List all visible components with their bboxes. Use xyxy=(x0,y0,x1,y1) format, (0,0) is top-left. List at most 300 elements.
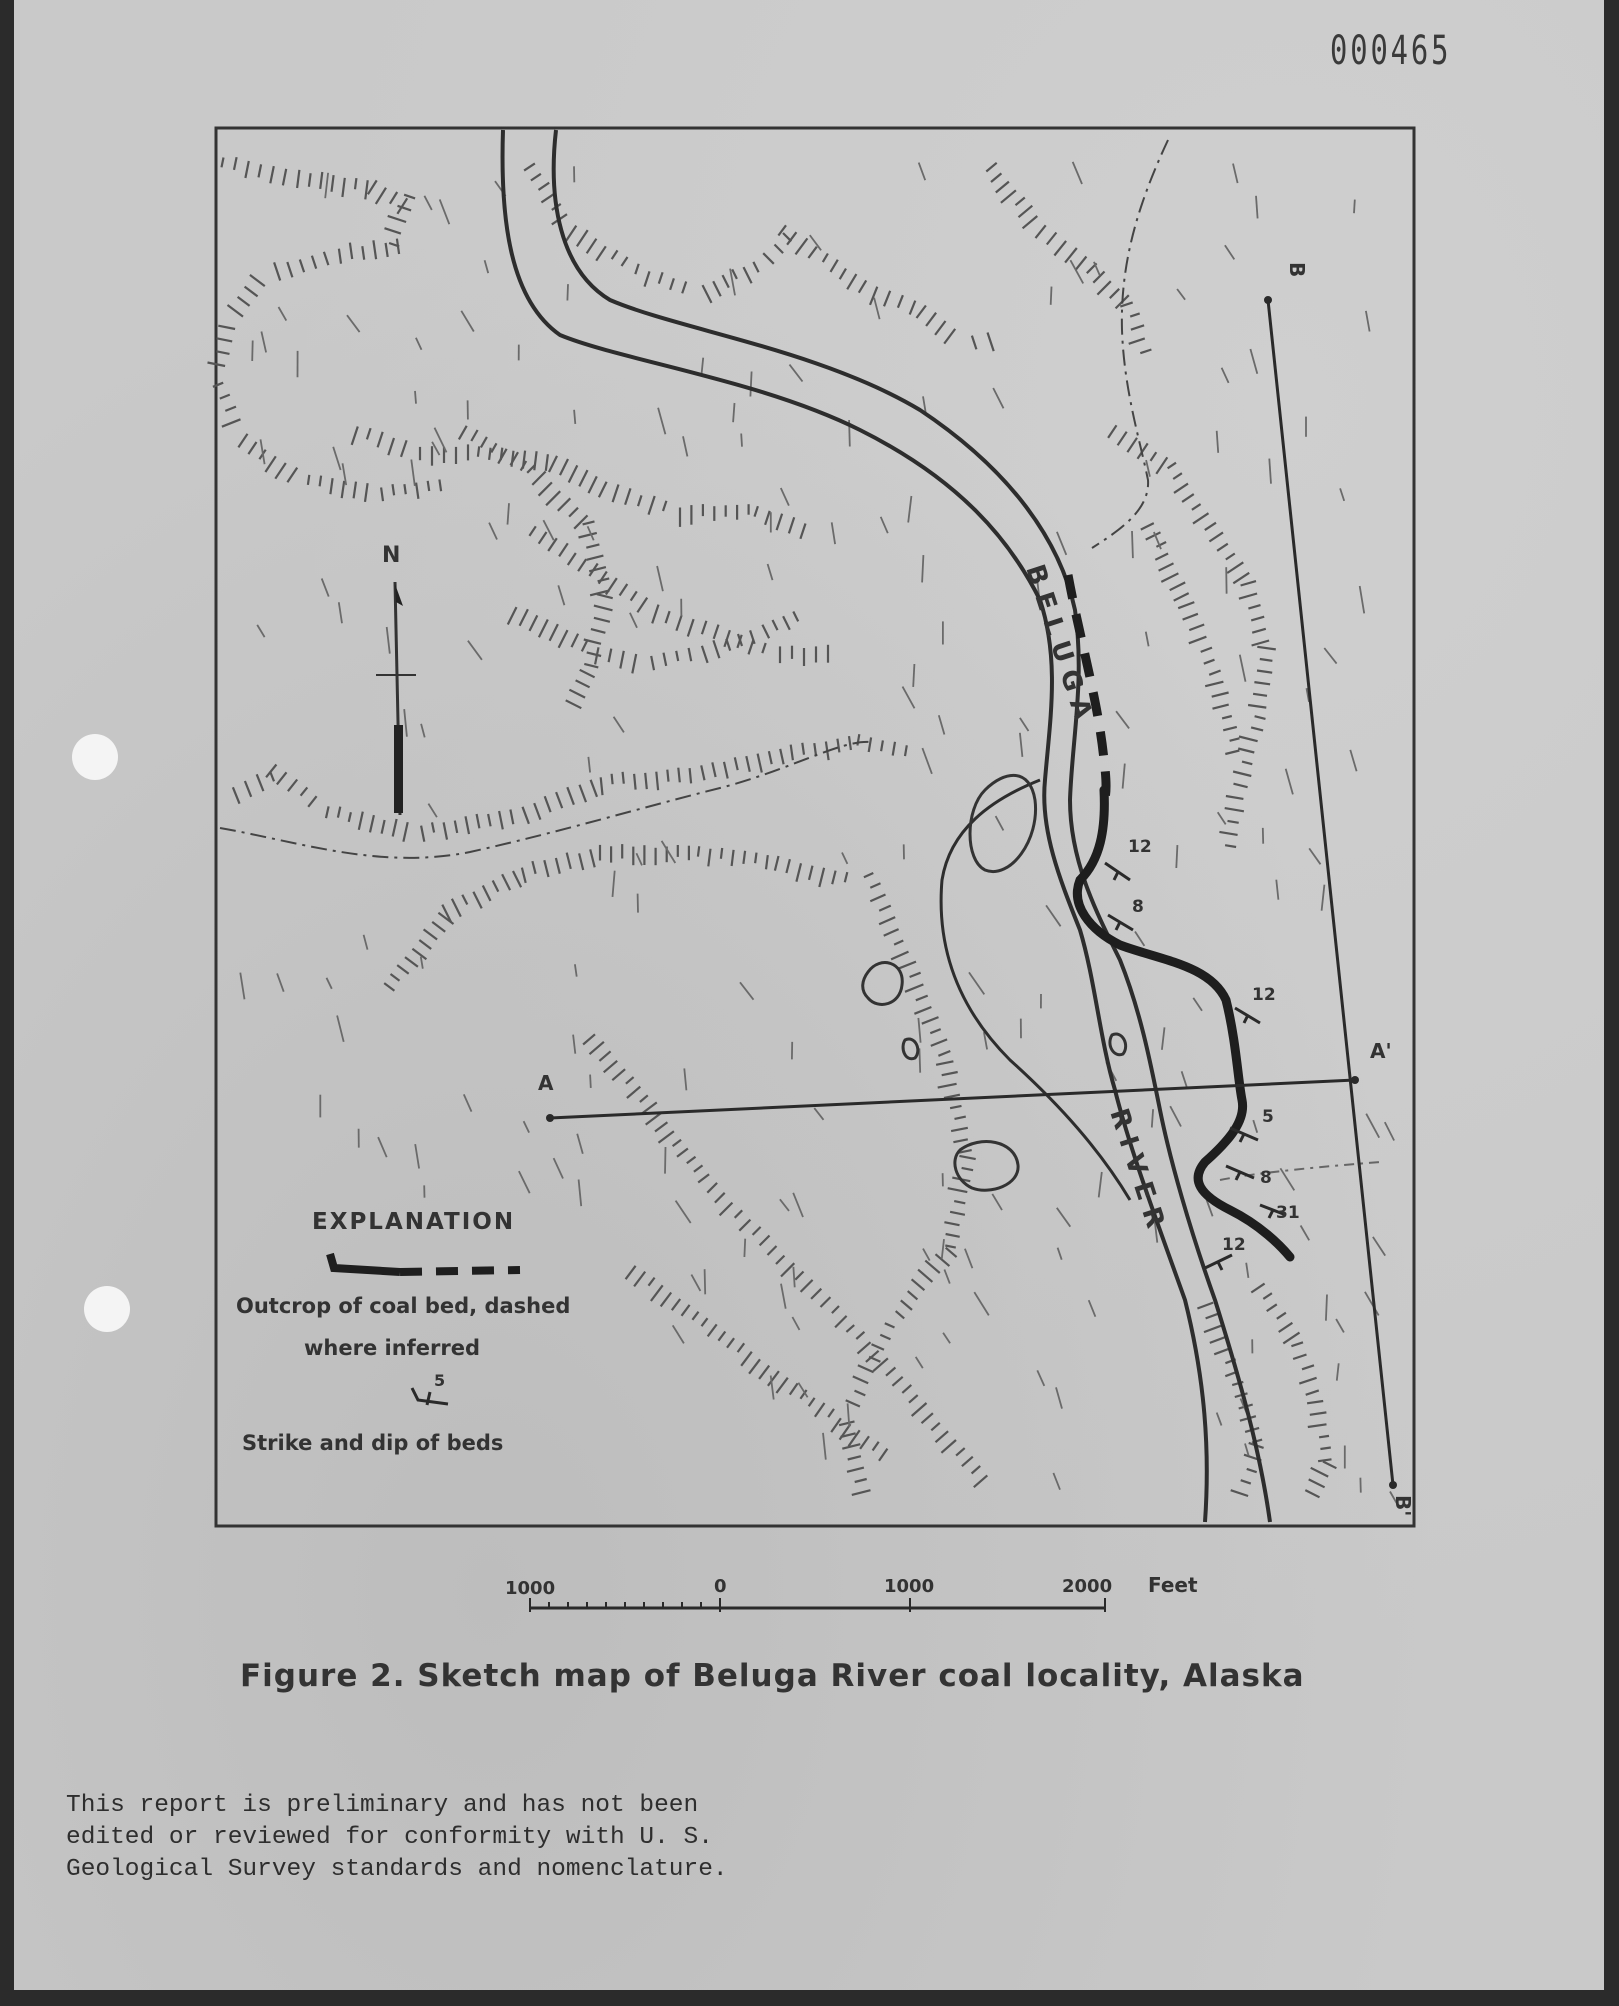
hachure-mark xyxy=(880,1335,890,1340)
hachure-mark xyxy=(870,287,877,305)
hachure-mark xyxy=(1263,1293,1272,1299)
hachure-mark xyxy=(912,1403,927,1416)
slope-stroke xyxy=(614,717,624,733)
legend-title: EXPLANATION xyxy=(312,1209,516,1235)
hachure-mark xyxy=(556,858,560,874)
hachure-mark xyxy=(599,572,607,584)
hachure-mark xyxy=(935,321,945,335)
hachure-mark xyxy=(677,1149,688,1157)
hachure-mark xyxy=(1299,1378,1316,1384)
hachure-mark xyxy=(869,737,871,752)
hachure-mark xyxy=(324,252,329,265)
slope-stroke xyxy=(1385,1122,1394,1140)
hachure-mark xyxy=(1170,582,1186,590)
slope-stroke xyxy=(416,338,422,350)
hachure-mark xyxy=(775,856,779,871)
hachure-mark xyxy=(1241,1480,1251,1483)
slope-stroke xyxy=(322,579,329,597)
hachure-mark xyxy=(388,438,394,455)
hachure-mark xyxy=(860,1436,869,1449)
slope-stroke xyxy=(740,982,754,999)
hachure-mark xyxy=(556,792,562,808)
slope-stroke xyxy=(1056,1387,1062,1408)
hachure-mark xyxy=(1239,594,1257,599)
slope-stroke xyxy=(1286,769,1293,795)
hachure-mark xyxy=(881,740,883,751)
hachure-mark xyxy=(597,594,613,598)
slope-stroke xyxy=(421,724,425,738)
slope-stroke xyxy=(780,1199,789,1211)
hachure-mark xyxy=(1076,257,1087,270)
hachure-mark xyxy=(884,929,899,936)
hachure-mark xyxy=(931,1423,940,1431)
hachure-mark xyxy=(689,648,692,661)
hachure-mark xyxy=(1225,751,1239,755)
hachure-mark xyxy=(1140,350,1151,354)
section-label-b-prime: B' xyxy=(1391,1495,1415,1517)
hachure-mark xyxy=(1233,573,1249,584)
section-label-b: B xyxy=(1285,262,1309,278)
slope-stroke xyxy=(508,503,510,524)
hachure-mark xyxy=(539,482,552,495)
hachure-mark xyxy=(419,940,431,949)
hachure-mark xyxy=(546,454,548,471)
hachure-mark xyxy=(421,826,424,842)
hachure-mark xyxy=(1234,784,1248,788)
hachure-mark xyxy=(1309,1479,1325,1487)
hachure-mark xyxy=(566,226,577,242)
hachure-mark xyxy=(432,922,445,932)
slope-stroke xyxy=(673,1325,684,1343)
hachure-mark xyxy=(354,482,356,499)
hachure-mark xyxy=(568,553,576,565)
hachure-mark xyxy=(1255,716,1266,719)
slope-stroke xyxy=(691,1275,700,1291)
hachure-mark xyxy=(762,625,769,639)
hachure-mark xyxy=(746,756,750,772)
hachure-mark xyxy=(586,544,599,547)
slope-stroke xyxy=(1253,1120,1257,1133)
hachure-mark xyxy=(849,736,851,750)
river-label-river: RIVER xyxy=(1103,1104,1173,1241)
hachure-mark xyxy=(741,1352,752,1366)
hachure-mark xyxy=(858,1365,874,1372)
hachure-mark xyxy=(743,851,745,864)
slope-stroke xyxy=(793,1267,794,1288)
hachure-mark xyxy=(667,770,668,782)
hachure-mark xyxy=(613,485,619,503)
hachure-mark xyxy=(1001,190,1016,203)
hachure-mark xyxy=(384,983,394,991)
hachure-mark xyxy=(796,238,808,254)
hachure-mark xyxy=(1305,1490,1319,1497)
hachure-mark xyxy=(955,1117,966,1119)
slope-stroke xyxy=(1152,1109,1153,1127)
hachure-mark xyxy=(659,272,663,283)
hachure-mark xyxy=(397,239,399,254)
hachure-mark xyxy=(1156,457,1167,474)
hachure-mark xyxy=(569,690,585,698)
hachure-mark xyxy=(1155,554,1168,560)
hachure-mark xyxy=(350,243,352,259)
slope-stroke xyxy=(944,1270,949,1284)
hachure-mark xyxy=(572,634,579,647)
hachure-mark xyxy=(708,1324,717,1336)
slope-stroke xyxy=(1089,1300,1096,1317)
scale-label: 0 xyxy=(714,1576,727,1597)
hachure-mark xyxy=(991,173,1001,182)
hachure-mark xyxy=(925,1261,940,1273)
disclaimer-line: Geological Survey standards and nomenclature. xyxy=(66,1856,728,1883)
hachure-mark xyxy=(735,757,738,770)
hachure-mark xyxy=(735,1210,743,1218)
slope-stroke xyxy=(432,442,439,455)
slope-stroke xyxy=(339,602,342,623)
hachure-mark xyxy=(712,762,715,777)
slope-stroke xyxy=(240,973,244,1000)
hachure-mark xyxy=(936,1431,949,1442)
slope-stroke xyxy=(364,935,368,950)
hachure-mark xyxy=(622,257,628,266)
hachure-mark xyxy=(1129,338,1145,343)
slope-stroke xyxy=(252,341,253,362)
slope-stroke xyxy=(421,957,423,969)
section-endpoint xyxy=(546,1114,554,1122)
hachure-mark xyxy=(339,249,341,264)
hachure-mark xyxy=(625,488,630,504)
hachure-mark xyxy=(721,848,722,859)
hachure-mark xyxy=(1226,796,1244,799)
hachure-mark xyxy=(790,1383,798,1394)
hachure-mark xyxy=(559,630,568,648)
hachure-mark xyxy=(530,615,538,631)
hachure-mark xyxy=(870,883,880,888)
hachure-mark xyxy=(930,1029,940,1033)
hachure-mark xyxy=(549,456,557,472)
slope-stroke xyxy=(261,332,266,353)
hachure-mark xyxy=(986,163,996,172)
hachure-mark xyxy=(651,656,654,670)
hachure-mark xyxy=(381,488,383,502)
hachure-mark xyxy=(275,463,286,479)
slope-stroke xyxy=(543,520,553,540)
hachure-mark xyxy=(428,481,430,491)
hachure-mark xyxy=(508,607,517,624)
hachure-mark xyxy=(1253,694,1267,696)
hachure-mark xyxy=(539,532,547,544)
slope-stroke xyxy=(793,1193,803,1217)
slope-stroke xyxy=(658,408,665,434)
hachure-mark xyxy=(1306,1390,1319,1394)
slope-stroke xyxy=(842,853,847,864)
slope-stroke xyxy=(524,1121,530,1132)
hachure-mark xyxy=(760,1236,770,1246)
hachure-mark xyxy=(370,815,374,832)
hachure-mark xyxy=(1222,716,1232,718)
hachure-mark xyxy=(959,1156,975,1159)
hachure-mark xyxy=(367,428,371,439)
hachure-mark xyxy=(847,1468,864,1472)
hachure-mark xyxy=(257,774,264,791)
slope-stroke xyxy=(684,1068,686,1090)
slope-stroke xyxy=(630,613,637,628)
slope-stroke xyxy=(993,388,1003,408)
hachure-mark xyxy=(558,498,571,511)
slope-stroke xyxy=(916,1357,923,1368)
hachure-mark xyxy=(758,754,762,773)
slope-stroke xyxy=(814,1108,823,1120)
hachure-mark xyxy=(513,871,521,887)
hachure-mark xyxy=(651,1285,663,1301)
slope-stroke xyxy=(1256,196,1258,219)
hachure-mark xyxy=(545,796,551,812)
scale-unit: Feet xyxy=(1148,1573,1198,1597)
slope-stroke xyxy=(992,1194,1002,1210)
hachure-mark xyxy=(776,1378,787,1393)
hachure-mark xyxy=(1228,821,1239,823)
hachure-mark xyxy=(1323,1462,1336,1469)
hachure-mark xyxy=(732,269,737,279)
hachure-mark xyxy=(931,1039,947,1046)
hachure-mark xyxy=(1178,602,1194,608)
hachure-mark xyxy=(846,1325,854,1332)
hachure-mark xyxy=(702,1318,708,1326)
slope-stroke xyxy=(918,1018,920,1043)
slope-stroke xyxy=(468,641,482,660)
disclaimer xyxy=(66,1790,966,1886)
strike-dip-symbols xyxy=(1105,863,1286,1270)
hachure-mark xyxy=(228,305,244,317)
slope-stroke xyxy=(705,1269,706,1294)
slope-stroke xyxy=(387,627,390,654)
hachure-mark xyxy=(632,654,636,673)
hachure-mark xyxy=(297,170,299,188)
hachure-mark xyxy=(708,849,710,867)
hachure-mark xyxy=(488,814,491,826)
hachure-mark xyxy=(1118,432,1127,446)
slope-stroke xyxy=(657,566,663,591)
slope-stroke xyxy=(781,488,789,506)
hachure-mark xyxy=(666,611,670,623)
hachure-mark xyxy=(301,787,308,795)
hachure-mark xyxy=(713,281,721,296)
slope-stroke xyxy=(567,284,568,300)
hachure-mark xyxy=(1130,313,1140,316)
slope-stroke xyxy=(874,298,880,320)
slope-stroke xyxy=(1246,1263,1248,1278)
hachure-mark xyxy=(951,1128,968,1131)
hachure-mark xyxy=(444,822,447,839)
hachure-mark xyxy=(401,440,407,457)
slope-stroke xyxy=(1116,711,1129,728)
hachure-mark xyxy=(382,820,385,834)
slope-stroke xyxy=(325,173,328,198)
hachure-mark xyxy=(896,1311,905,1318)
slope-stroke xyxy=(257,625,264,637)
slope-stroke xyxy=(665,1147,666,1174)
hachure-mark xyxy=(1233,772,1251,777)
slope-stroke xyxy=(1233,164,1238,184)
section-endpoint xyxy=(1389,1481,1397,1489)
hachure-mark xyxy=(845,872,848,882)
slope-stroke xyxy=(1146,632,1149,647)
hachure-mark xyxy=(308,475,309,485)
hachure-mark xyxy=(529,526,535,536)
hachure-mark xyxy=(910,973,921,977)
hachure-mark xyxy=(1248,705,1266,708)
hachure-mark xyxy=(579,853,583,870)
hachure-mark xyxy=(473,892,481,909)
slope-stroke xyxy=(1053,1473,1060,1490)
slope-stroke xyxy=(943,1333,950,1344)
hachure-mark xyxy=(512,451,514,467)
hachure-mark xyxy=(534,803,540,820)
hachure-mark xyxy=(1214,1348,1230,1354)
hachure-mark xyxy=(1219,832,1237,835)
hachure-mark xyxy=(567,787,574,805)
hachure-mark xyxy=(698,1174,709,1182)
hachure-mark xyxy=(627,1087,640,1098)
hachure-mark xyxy=(566,700,582,708)
hachure-mark xyxy=(1242,762,1252,765)
hachure-mark xyxy=(590,849,595,867)
slope-stroke xyxy=(1073,162,1082,184)
slope-stroke xyxy=(1336,1319,1344,1332)
legend-coal-dashed xyxy=(400,1270,520,1272)
slope-stroke xyxy=(1217,431,1219,453)
hachure-mark xyxy=(391,974,400,981)
hachure-mark xyxy=(532,861,535,874)
dip-value: 8 xyxy=(1132,897,1144,917)
slope-stroke xyxy=(969,972,984,994)
hachure-mark xyxy=(1097,281,1110,294)
pond xyxy=(863,963,903,1005)
hachure-mark xyxy=(359,812,363,830)
dip-value: 12 xyxy=(1128,837,1152,857)
hachure-mark xyxy=(840,269,846,280)
hachure-mark xyxy=(378,432,383,447)
hachure-mark xyxy=(972,336,977,350)
hachure-mark xyxy=(1310,1412,1327,1414)
hachure-mark xyxy=(287,468,297,483)
hachure-mark xyxy=(416,483,418,499)
slope-stroke xyxy=(965,1249,973,1269)
hachure-mark xyxy=(483,886,491,901)
hachure-mark xyxy=(1161,573,1178,582)
hachure-mark xyxy=(720,1203,733,1216)
hachure-mark xyxy=(534,451,536,470)
scale-label: 1000 xyxy=(505,1578,556,1599)
hachure-mark xyxy=(1213,705,1229,709)
slope-stroke xyxy=(1373,1237,1385,1256)
hachure-mark xyxy=(524,163,535,170)
slope-stroke xyxy=(327,978,332,989)
hachure-mark xyxy=(839,1421,854,1425)
hachure-mark xyxy=(765,511,770,525)
slope-stroke xyxy=(1170,1106,1181,1126)
slope-stroke xyxy=(1218,812,1226,824)
slope-stroke xyxy=(1324,648,1336,664)
slope-stroke xyxy=(1176,845,1177,868)
hachure-mark xyxy=(342,481,345,498)
hachure-mark xyxy=(390,192,397,204)
hachure-mark xyxy=(768,1246,777,1255)
hachure-mark xyxy=(941,1440,956,1453)
slope-stroke xyxy=(1058,1248,1062,1260)
hachure-mark xyxy=(894,941,903,945)
hachure-mark xyxy=(732,850,734,866)
hachure-mark xyxy=(412,949,426,960)
hachure-mark xyxy=(481,437,487,448)
slope-stroke xyxy=(1099,1172,1102,1197)
dip-value: 5 xyxy=(1262,1107,1274,1127)
hachure-mark xyxy=(579,533,597,538)
hachure-mark xyxy=(796,863,801,881)
north-label: N xyxy=(382,543,401,568)
hachure-mark xyxy=(916,996,928,1001)
slope-stroke xyxy=(333,447,340,470)
hachure-mark xyxy=(873,1442,879,1451)
hachure-mark xyxy=(471,430,477,441)
hachure-mark xyxy=(972,1466,981,1474)
slope-stroke xyxy=(1162,1027,1165,1049)
river-island xyxy=(970,775,1036,871)
hachure-mark xyxy=(649,496,655,515)
slope-stroke xyxy=(683,436,687,456)
hachure-mark xyxy=(655,1122,667,1131)
hachure-mark xyxy=(591,629,606,633)
hachure-mark xyxy=(698,846,699,856)
hachure-mark xyxy=(886,1368,895,1376)
slope-stroke xyxy=(489,523,497,540)
hachure-mark xyxy=(213,383,223,387)
hachure-mark xyxy=(1047,233,1057,245)
hachure-mark xyxy=(828,1409,834,1417)
slope-stroke xyxy=(1051,287,1052,305)
hachure-mark xyxy=(245,781,251,797)
hachure-mark xyxy=(587,556,604,560)
hachure-mark xyxy=(946,1248,957,1257)
slope-stroke xyxy=(781,1284,786,1309)
hachure-mark xyxy=(1252,641,1270,646)
hachure-mark xyxy=(837,739,839,753)
hachure-mark xyxy=(349,812,351,822)
hachure-mark xyxy=(645,271,650,286)
hachure-mark xyxy=(821,1297,831,1307)
hachure-mark xyxy=(759,1366,769,1379)
hachure-mark xyxy=(576,680,590,687)
slope-stroke xyxy=(1193,998,1202,1011)
north-arrow-tail xyxy=(394,725,403,813)
hachure-mark xyxy=(365,483,368,502)
hachure-mark xyxy=(664,653,667,666)
slope-stroke xyxy=(574,410,575,424)
slope-stroke xyxy=(1222,368,1229,383)
hachure-mark xyxy=(694,1165,703,1171)
hachure-mark xyxy=(769,751,772,764)
hachure-mark xyxy=(1189,637,1207,644)
hachure-mark xyxy=(612,1069,625,1080)
hachure-mark xyxy=(659,1131,674,1143)
legend-coal-solid xyxy=(330,1254,400,1272)
hachure-mark xyxy=(1210,1337,1226,1343)
tributary-stream-east xyxy=(1220,1162,1380,1180)
hachure-mark xyxy=(559,543,568,556)
slope-stroke xyxy=(768,564,773,580)
hachure-mark xyxy=(831,260,838,272)
hachure-mark xyxy=(259,164,262,177)
slope-stroke xyxy=(939,715,945,734)
